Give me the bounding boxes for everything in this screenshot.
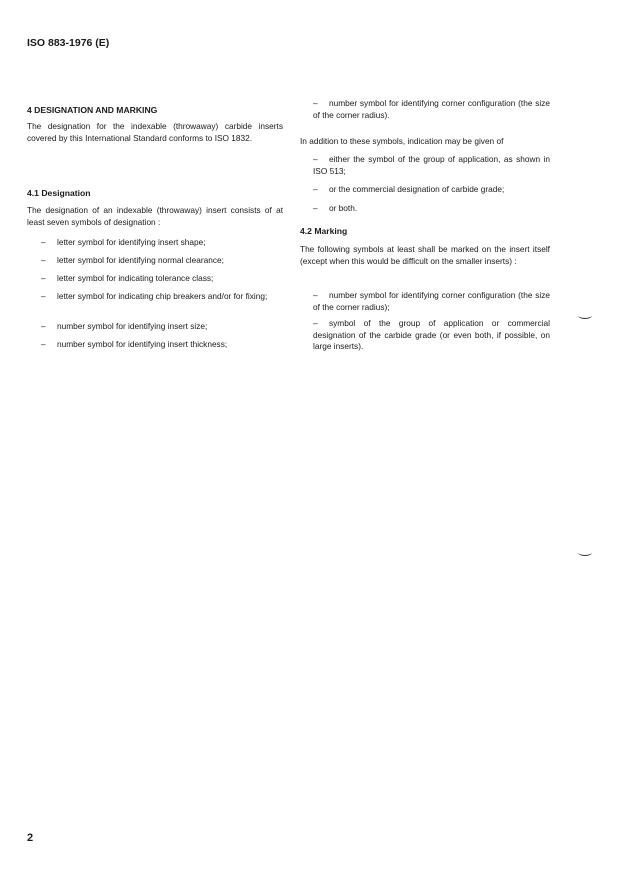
list-item: – letter symbol for indicating tolerance class; bbox=[41, 273, 214, 283]
binding-mark bbox=[578, 549, 592, 556]
list-item: – number symbol for identifying corner configuration (the size of the corner radius). bbox=[313, 98, 550, 120]
list-item: – number symbol for identifying insert thickness; bbox=[41, 339, 228, 349]
section-heading: 4 DESIGNATION AND MARKING bbox=[27, 105, 158, 115]
list-item: – letter symbol for indicating chip breakers and/or for fixing; bbox=[41, 291, 268, 301]
binding-mark bbox=[578, 312, 592, 319]
subsection-heading-marking: 4.2 Marking bbox=[300, 226, 348, 236]
list-item: – letter symbol for identifying normal clearance; bbox=[41, 255, 224, 265]
document-header: ISO 883-1976 (E) bbox=[27, 37, 110, 49]
list-item: – number symbol for identifying corner configuration (the size of the corner radius); bbox=[313, 290, 550, 312]
subsection-heading-designation: 4.1 Designation bbox=[27, 188, 91, 198]
page-number: 2 bbox=[27, 832, 34, 844]
marking-paragraph: The following symbols at least shall be marked on the insert itself (except when this would be difficult on the smaller inserts) : bbox=[300, 244, 550, 266]
list-item: – either the symbol of the group of application, as shown in ISO 513; bbox=[313, 154, 550, 176]
list-item: – letter symbol for identifying insert shape; bbox=[41, 237, 206, 247]
list-item: – symbol of the group of application or commercial designation of the carbide grade (or even both, if possible, on large inserts). bbox=[313, 318, 550, 351]
list-item: – number symbol for identifying insert size; bbox=[41, 321, 208, 331]
list-item: – or both. bbox=[313, 203, 358, 213]
addition-paragraph: In addition to these symbols, indication may be given of bbox=[300, 136, 504, 146]
list-item: – or the commercial designation of carbide grade; bbox=[313, 184, 505, 194]
section-paragraph: The designation for the indexable (throwaway) carbide inserts covered by this International Standard conforms to ISO 1832. bbox=[27, 121, 283, 143]
designation-paragraph: The designation of an indexable (throwaway) insert consists of at least seven symbols of designation : bbox=[27, 205, 283, 227]
